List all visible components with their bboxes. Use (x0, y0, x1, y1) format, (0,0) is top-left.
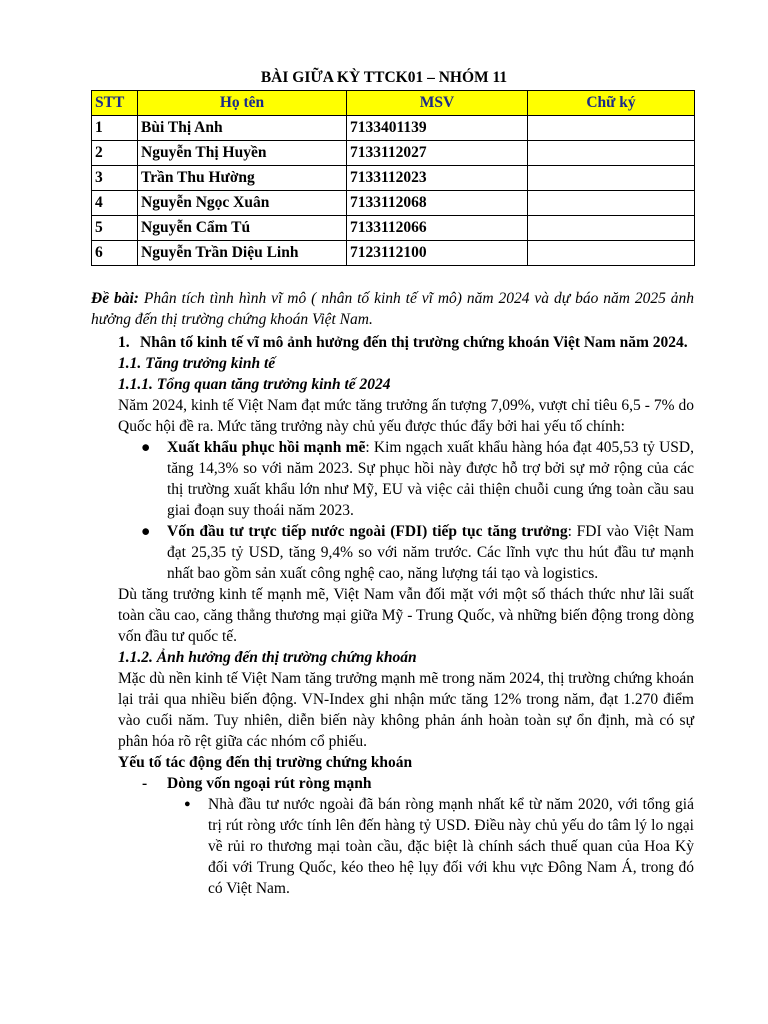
growth-factor-list (118, 437, 694, 584)
paragraph-growth-intro: Năm 2024, kinh tế Việt Nam đạt mức tăng trưởng ấn tượng 7,09%, vượt chỉ tiêu 6,5 - 7% do Quốc hội đề ra. Mức tăng trưởng này chủ yếu được thúc đẩy bởi hai yếu tố chính: (118, 397, 694, 435)
cell-msv: 7123112100 (347, 241, 528, 266)
cell-name: Bùi Thị Anh (138, 116, 347, 141)
bullet-text: : FDI vào Việt Nam đạt 25,35 tỷ USD, tăng 9,4% so với năm trước. Các lĩnh vực thu hút đầu tư mạnh nhất bao gồm sản xuất công nghệ cao, năng lượng tái tạo và logistics. (167, 523, 694, 582)
document-body (91, 288, 694, 899)
bullet-text: : Kim ngạch xuất khẩu hàng hóa đạt 405,53 tỷ USD, tăng 14,3% so với năm 2023. Sự phục hồi này được hỗ trợ bởi sự mở rộng của các thị trường xuất khẩu lớn như Mỹ, EU và việc cải thiện chuỗi cung ứng toàn cầu sau giai đoạn suy thoái năm 2023. (167, 439, 694, 519)
factors-heading: Yếu tố tác động đến thị trường chứng khoán (118, 754, 413, 771)
assignment-text: Phân tích tình hình vĩ mô ( nhân tố kinh tế vĩ mô) năm 2024 và dự báo năm 2025 ảnh hưởng đến thị trường chứng khoán Việt Nam. (91, 290, 694, 328)
cell-signature (528, 216, 695, 241)
dash-icon: - (142, 775, 148, 792)
header-stt: STT (92, 91, 138, 116)
section-1-title: Nhân tố kinh tế vĩ mô ảnh hưởng đến thị trường chứng khoán Việt Nam năm 2024. (140, 334, 688, 351)
bullet-bold: Vốn đầu tư trực tiếp nước ngoài (FDI) tiếp tục tăng trưởng (167, 523, 568, 540)
list-item (118, 437, 694, 521)
bullet-icon: ● (141, 523, 151, 540)
cell-msv: 7133112027 (347, 141, 528, 166)
cell-name: Trần Thu Hường (138, 166, 347, 191)
bullet-text: Nhà đầu tư nước ngoài đã bán ròng mạnh nhất kể từ năm 2020, với tổng giá trị rút ròng ước tính lên đến hàng tỷ USD. Điều này chủ yếu do tâm lý lo ngại về rủi ro thương mại toàn cầu, đặc biệt là chính sách thuế quan của Hoa Kỳ đối với Trung Quốc, kéo theo hệ lụy đối với khu vực Đông Nam Á, trong đó có Việt Nam. (208, 796, 694, 897)
table-row (92, 141, 695, 166)
subsection-1-1-heading: 1.1. Tăng trưởng kinh tế (118, 355, 276, 372)
list-item (118, 794, 694, 899)
cell-stt: 3 (92, 166, 138, 191)
header-msv: MSV (347, 91, 528, 116)
member-table (91, 90, 695, 266)
section-1-heading (118, 332, 694, 353)
header-signature: Chữ ký (528, 91, 695, 116)
cell-stt: 1 (92, 116, 138, 141)
cell-msv: 7133112066 (347, 216, 528, 241)
foreign-capital-list (118, 794, 694, 899)
cell-signature (528, 166, 695, 191)
cell-name: Nguyễn Cẩm Tú (138, 216, 347, 241)
bullet-icon: ● (184, 798, 191, 810)
cell-msv: 7133112023 (347, 166, 528, 191)
paragraph-growth-outro: Dù tăng trưởng kinh tế mạnh mẽ, Việt Nam vẫn đối mặt với một số thách thức như lãi suất toàn cầu cao, căng thẳng thương mại giữa Mỹ - Trung Quốc, và những biến động trong dòng vốn đầu tư quốc tế. (118, 586, 694, 645)
cell-signature (528, 141, 695, 166)
table-header-row (92, 91, 695, 116)
table-row (92, 166, 695, 191)
dash-list-item (118, 773, 694, 794)
table-row (92, 216, 695, 241)
bullet-icon: ● (141, 439, 151, 456)
cell-name: Nguyễn Thị Huyền (138, 141, 347, 166)
cell-msv: 7133401139 (347, 116, 528, 141)
paragraph-market-impact: Mặc dù nền kinh tế Việt Nam tăng trưởng mạnh mẽ trong năm 2024, thị trường chứng khoán lại trải qua nhiều biến động. VN-Index ghi nhận mức tăng 12% trong năm, đạt 1.270 điểm vào cuối năm. Tuy nhiên, diễn biến này không phản ánh hoàn toàn sự ổn định, mà có sự phân hóa rõ rệt giữa các nhóm cổ phiếu. (118, 670, 694, 750)
cell-stt: 4 (92, 191, 138, 216)
cell-name: Nguyễn Ngọc Xuân (138, 191, 347, 216)
cell-signature (528, 116, 695, 141)
cell-signature (528, 241, 695, 266)
assignment-paragraph (91, 288, 694, 330)
document-title: BÀI GIỮA KỲ TTCK01 – NHÓM 11 (260, 69, 508, 86)
header-name: Họ tên (138, 91, 347, 116)
subsection-1-1-2-heading: 1.1.2. Ảnh hưởng đến thị trường chứng khoán (118, 649, 417, 666)
cell-signature (528, 191, 695, 216)
table-row (92, 241, 695, 266)
section-1-number: 1. (118, 334, 130, 351)
cell-name: Nguyễn Trần Diệu Linh (138, 241, 347, 266)
cell-stt: 5 (92, 216, 138, 241)
assignment-label: Đề bài: (91, 290, 139, 307)
cell-stt: 2 (92, 141, 138, 166)
bullet-bold: Xuất khẩu phục hồi mạnh mẽ (167, 439, 366, 456)
cell-stt: 6 (92, 241, 138, 266)
subsection-1-1-1-heading: 1.1.1. Tổng quan tăng trưởng kinh tế 2024 (118, 376, 391, 393)
table-row (92, 116, 695, 141)
dash-item-text: Dòng vốn ngoại rút ròng mạnh (167, 775, 372, 792)
list-item (118, 521, 694, 584)
table-row (92, 191, 695, 216)
cell-msv: 7133112068 (347, 191, 528, 216)
